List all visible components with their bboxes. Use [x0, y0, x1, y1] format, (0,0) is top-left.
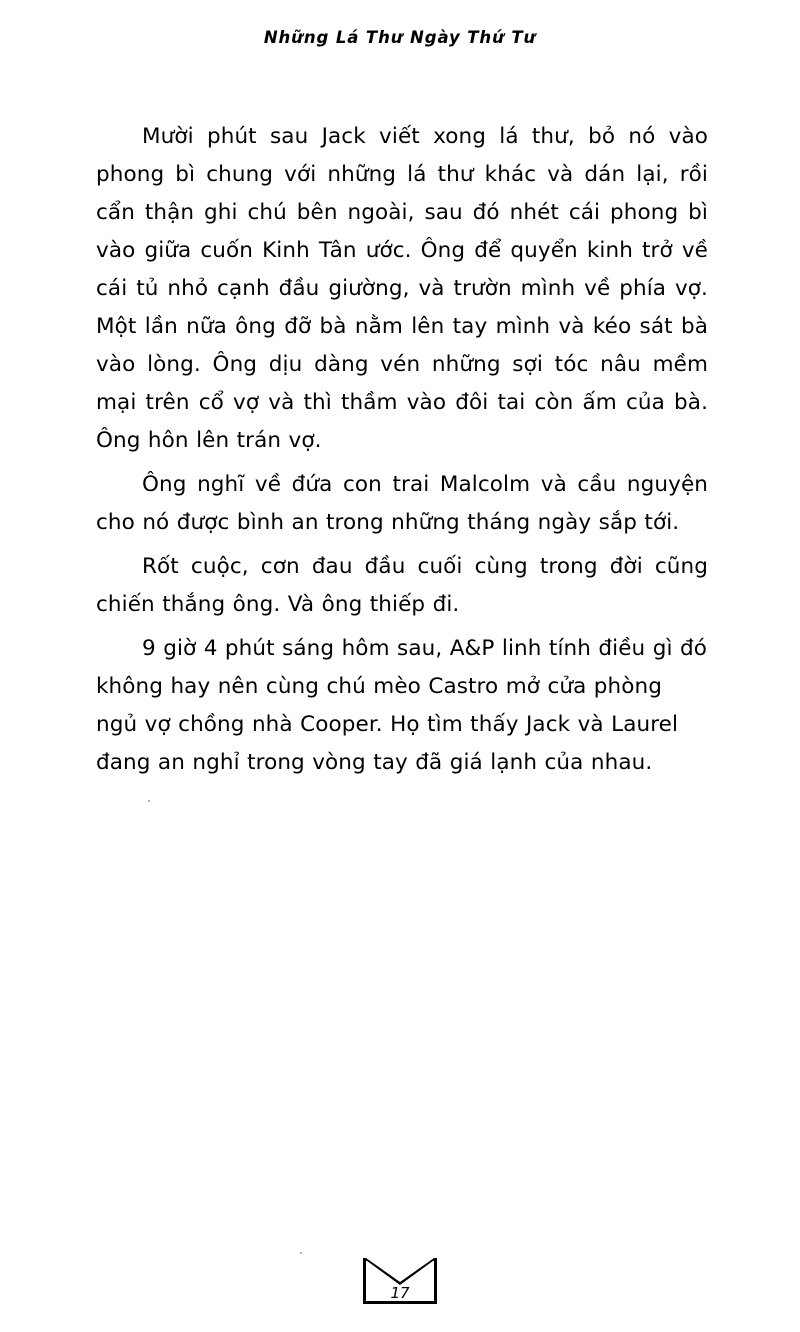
paragraph: Mười phút sau Jack viết xong lá thư, bỏ nó vào phong bì chung với những lá thư khác và dán lại, rồi cẩn thận ghi chú bên ngoài, sau đó nhét cái phong bì vào giữa cuốn Kinh Tân ước. Ông để quyển kinh trở về cái tủ nhỏ cạnh đầu giường, và trườn mình về phía vợ. Một lần nữa ông đỡ bà nằm lên tay mình và kéo sát bà vào lòng. Ông dịu dàng vén những sợi tóc nâu mềm mại trên cổ vợ và thì thầm vào đôi tai còn ấm của bà. Ông hôn lên trán vợ.: [96, 124, 708, 453]
envelope-flap-inner-icon: [366, 1258, 434, 1282]
paragraph: Rốt cuộc, cơn đau đầu cuối cùng trong đời cũng chiến thắng ông. Và ông thiếp đi.: [96, 554, 708, 617]
page-number: 17: [390, 1284, 410, 1302]
page-folio-envelope: [363, 1258, 437, 1304]
paragraph: Ông nghĩ về đứa con trai Malcolm và cầu nguyện cho nó được bình an trong những tháng ngày sắp tới.: [96, 472, 708, 535]
scan-speck: [300, 1252, 302, 1254]
body-text: [96, 118, 708, 782]
running-head: Những Lá Thư Ngày Thứ Tư: [263, 28, 537, 47]
scan-speck: [148, 800, 150, 802]
paragraph: 9 giờ 4 phút sáng hôm sau, A&P linh tính điều gì đó không hay nên cùng chú mèo Castro mở cửa phòng ngủ vợ chồng nhà Cooper. Họ tìm thấy Jack và Laurel đang an nghỉ trong vòng tay đã giá lạnh của nhau.: [96, 636, 707, 775]
